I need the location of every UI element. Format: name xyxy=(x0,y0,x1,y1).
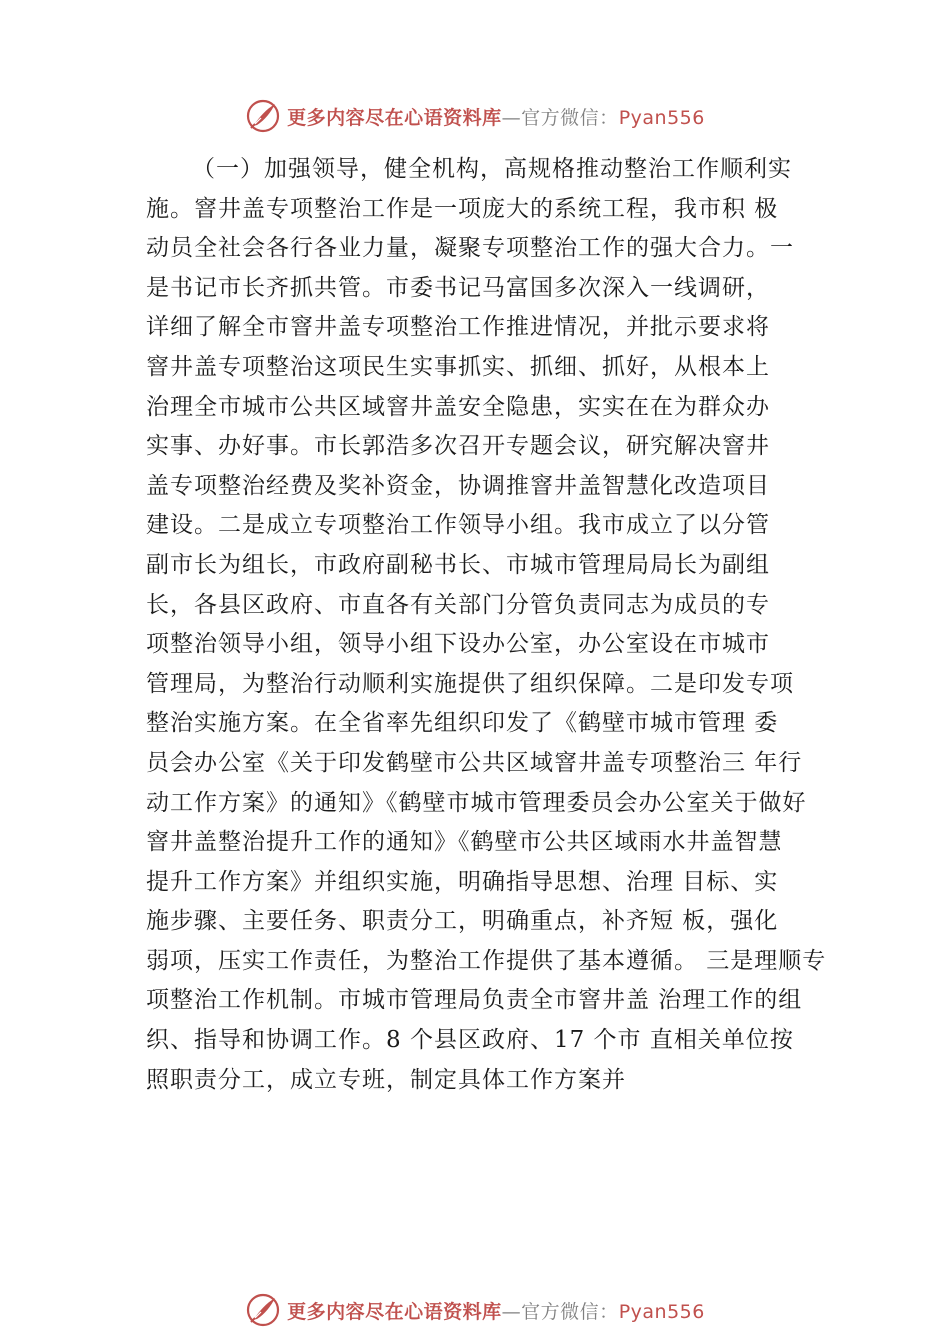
header-banner xyxy=(0,96,950,136)
paragraph-line: 长，各县区政府、市直各有关部门分管负责同志为成员的专 xyxy=(146,591,770,618)
paragraph-line: 提升工作方案》并组织实施，明确指导思想、治理 目标、实 xyxy=(146,868,779,895)
footer-wechat-id: Pyan556 xyxy=(618,1300,705,1323)
quill-pen-logo-icon xyxy=(245,1292,281,1328)
paragraph-line: 照职责分工，成立专班，制定具体工作方案并 xyxy=(146,1066,626,1093)
paragraph-line: 项整治工作机制。市城市管理局负责全市窨井盖 治理工作的组 xyxy=(146,987,803,1014)
paragraph-line: 整治实施方案。在全省率先组织印发了《鹤壁市城市管理 委 xyxy=(146,710,779,737)
footer-dash: — xyxy=(501,1300,522,1323)
quill-pen-logo-icon xyxy=(245,98,281,134)
paragraph-line: 员会办公室《关于印发鹤壁市公共区域窨井盖专项整治三 年行 xyxy=(146,749,803,776)
paragraph-line: 施步骤、主要任务、职责分工，明确重点，补齐短 板，强化 xyxy=(146,908,779,935)
paragraph-line: 治理全市城市公共区域窨井盖安全隐患，实实在在为群众办 xyxy=(146,393,770,420)
footer-banner xyxy=(0,1290,950,1330)
header-brand: 更多内容尽在心语资料库 xyxy=(287,106,502,129)
paragraph-line: 建设。二是成立专项整治工作领导小组。我市成立了以分管 xyxy=(146,512,770,539)
paragraph-line: 动员全社会各行各业力量，凝聚专项整治工作的强大合力。一 xyxy=(146,235,794,262)
paragraph-line: 织、指导和协调工作。8 个县区政府、17 个市 直相关单位按 xyxy=(146,1027,794,1054)
header-dash: — xyxy=(501,106,522,129)
paragraph-line: 窨井盖专项整治这项民生实事抓实、抓细、抓好，从根本上 xyxy=(146,353,770,380)
paragraph-line: 项整治领导小组，领导小组下设办公室，办公室设在市城市 xyxy=(146,631,770,658)
header-label: 官方微信： xyxy=(521,106,619,129)
paragraph-line: 盖专项整治经费及奖补资金，协调推窨井盖智慧化改造项目 xyxy=(146,472,770,499)
paragraph-line: 实事、办好事。市长郭浩多次召开专题会议，研究解决窨井 xyxy=(146,433,770,460)
footer-brand: 更多内容尽在心语资料库 xyxy=(287,1300,502,1323)
paragraph-line: 是书记市长齐抓共管。市委书记马富国多次深入一线调研， xyxy=(146,274,770,301)
paragraph-line: 副市长为组长，市政府副秘书长、市城市管理局局长为副组 xyxy=(146,551,770,578)
paragraph-line: 窨井盖整治提升工作的通知》《鹤壁市公共区域雨水井盖智慧 xyxy=(146,829,783,856)
paragraph-line: 动工作方案》的通知》《鹤壁市城市管理委员会办公室关于做好 xyxy=(146,789,807,816)
header-banner-text xyxy=(287,103,705,130)
paragraph-line: 施。窨井盖专项整治工作是一项庞大的系统工程，我市积 极 xyxy=(146,195,779,222)
paragraph-line: 管理局，为整治行动顺利实施提供了组织保障。二是印发专项 xyxy=(146,670,794,697)
paragraph-line: 详细了解全市窨井盖专项整治工作推进情况，并批示要求将 xyxy=(146,314,770,341)
footer-banner-text xyxy=(287,1297,705,1324)
paragraph-line: 弱项，压实工作责任，为整治工作提供了基本遵循。 三是理顺专 xyxy=(146,947,827,974)
header-wechat-id: Pyan556 xyxy=(618,106,705,129)
document-paragraph xyxy=(146,150,836,1100)
footer-label: 官方微信： xyxy=(521,1300,619,1323)
paragraph-line: （一）加强领导，健全机构，高规格推动整治工作顺利实 xyxy=(192,156,792,182)
